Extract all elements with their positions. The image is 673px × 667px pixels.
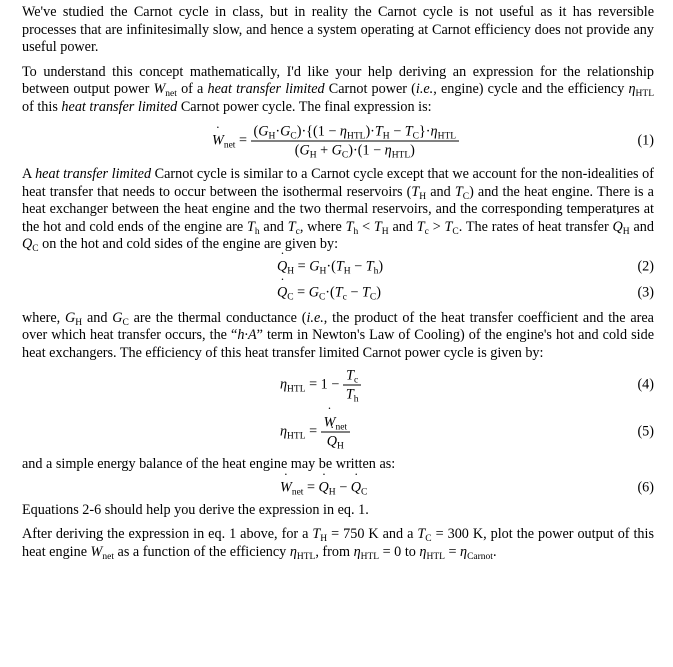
text-span: = bbox=[444, 543, 461, 560]
text-span: heat transfer limited bbox=[35, 166, 152, 182]
text-span: . The rates of heat transfer bbox=[458, 218, 613, 235]
text-span: and bbox=[82, 309, 113, 326]
paragraph-hint: Equations 2-6 should help you derive the expression in eq. 1. bbox=[22, 501, 369, 518]
text-span: of a bbox=[176, 81, 208, 97]
equation-number: (6) bbox=[637, 478, 654, 495]
paragraph-intro: We've studied the Carnot cycle in class, but in reality the Carnot cycle is not useful as it has reversible processes that are infinitesimally slow, and hence a system operating at Carnot efficiency does not provide any useful power. bbox=[22, 4, 654, 55]
text-span: = 750 K and a bbox=[327, 526, 418, 542]
equation-number: (1) bbox=[637, 132, 654, 149]
text-span: Carnot power ( bbox=[324, 81, 416, 97]
text-span: ) and the heat engine. There is a heat exchanger between the heat engine and the two thermal reservoirs, and the corresponding temperatures at the hot and cold ends of the engine are bbox=[22, 183, 654, 235]
text-span: A bbox=[22, 166, 36, 182]
text-span: are the thermal conductance ( bbox=[128, 309, 307, 326]
equation-number: (2) bbox=[637, 257, 654, 274]
text-span: = 0 to bbox=[379, 543, 420, 560]
paragraph-plot-instruction: After deriving the expression in eq. 1 above, for a $T_H = 750$ K and a $T_C = 300$ K, plot the power output of this heat engine ˙ $W_{net}$ as a function of the efficiency $\eta_{HTL}$, from $\eta_{HTL} = 0$ to $\eta_{HTL} = \eta_{Carnot}$. bbox=[22, 526, 654, 561]
text-span: Carnot cycle is similar to a Carnot cycle except that we account for the non-idealities of heat transfer that needs to occur between the isothermal reservoirs ( bbox=[22, 166, 654, 200]
equation-1: ˙ $W_{net}$ = $\frac{(G_H\cdot G_C)\cdot\{(1 - \eta_{HTL})\cdot T_H - T_C\}\cdot\eta_{HTL}}{(G_H + G_C)\cdot(1 - \eta_{HTL})}$ (1) bbox=[22, 116, 654, 166]
text-span: i.e. bbox=[415, 81, 434, 97]
text-span: i.e. bbox=[306, 309, 324, 326]
text-span: and bbox=[259, 218, 288, 235]
equation-6: ˙ $W_{net}$ = ˙ $Q_H$ − ˙ $Q_C$ (6) bbox=[22, 474, 654, 502]
text-span: and bbox=[388, 218, 417, 235]
equation-number: (5) bbox=[637, 423, 654, 440]
equation-number: (4) bbox=[637, 376, 654, 393]
text-span: heat transfer limited bbox=[207, 81, 325, 97]
paragraph-htl-description: A heat transfer limited Carnot cycle is similar to a Carnot cycle except that we account for the non-idealities of heat transfer that needs to occur between the isothermal reservoirs ($T_H$ and $T_C$) and the heat engine. There is a heat exchanger between the heat engine and the two thermal reservoirs, and the corresponding temperatures at the hot and cold ends of the engine are $T_h$ and $T_c$, where $T_h < T_H$ and $T_c > T_C$. The rates of heat transfer ˙ $Q_H$ and ˙ $Q_C$ on the hot and cold sides of the engine are given by: bbox=[22, 166, 654, 254]
text-span: as a function of the efficiency bbox=[113, 543, 290, 560]
text-span: Carnot power cycle. The final expression is: bbox=[177, 98, 432, 115]
text-span: After deriving the expression in eq. 1 above, for a bbox=[22, 526, 313, 542]
equation-2: ˙ $Q_H = G_H\cdot(T_H - T_h)$ (2) bbox=[22, 254, 654, 280]
paragraph-energy-balance: and a simple energy balance of the heat engine may be written as: bbox=[22, 456, 396, 472]
text-span: , engine) cycle and the efficiency bbox=[433, 81, 629, 97]
text-span: , where bbox=[299, 218, 346, 235]
paragraph-thermal-conductance: where, $G_H$ and $G_C$ are the thermal conductance (i.e., the product of the heat transfer coefficient and the area over which heat transfer occurs, the “h·A” term in Newton's Law of Cooling) of the engine's hot and cold side heat exchangers. The efficiency of this heat transfer limited Carnot power cycle is given by: bbox=[22, 309, 654, 361]
text-span: , from bbox=[315, 543, 354, 560]
equation-3: ˙ $Q_C = G_C\cdot(T_c - T_C)$ (3) bbox=[22, 280, 654, 306]
text-span: and bbox=[426, 183, 455, 200]
w-net-symbol: ˙ W bbox=[153, 81, 165, 99]
paragraph-task: To understand this concept mathematically, I'd like your help deriving an expression for the relationship between output power ˙ $W_{net}$ of a heat transfer limited Carnot power (i.e., engine) cycle and the efficiency $\eta_{HTL}$ of this heat transfer limited Carnot power cycle. The final expression is: bbox=[22, 64, 654, 117]
text-span: and bbox=[629, 218, 654, 235]
text-span: h·A bbox=[237, 327, 257, 343]
document bbox=[22, 4, 654, 561]
text-span: of this bbox=[22, 98, 62, 115]
text-span: To understand this concept mathematically, I'd like your help deriving an expression for the relationship between output power bbox=[22, 63, 654, 97]
text-span: , the product of the heat transfer coefficient and the area over which heat transfer occurs, the “ bbox=[22, 309, 654, 343]
text-span: where, bbox=[22, 309, 66, 326]
equation-number: (3) bbox=[637, 283, 654, 300]
text-span: heat transfer limited bbox=[61, 98, 178, 115]
equation-5: $\eta_{HTL}$ = ˙ $W_{net}$ ˙ $Q_H$ (5) bbox=[22, 408, 654, 456]
text-span: = 300 K, plot the power output of this heat engine bbox=[22, 526, 654, 560]
equation-4: $\eta_{HTL} = 1$ − $\frac{T_c}{T_h}$ (4) bbox=[280, 367, 654, 405]
text-span: ” term in Newton's Law of Cooling) of the engine's hot and cold side heat exchangers. The efficiency of this heat transfer limited Carnot power cycle is given by: bbox=[22, 327, 654, 361]
text-span: on the hot and cold sides of the engine are given by: bbox=[38, 236, 339, 252]
